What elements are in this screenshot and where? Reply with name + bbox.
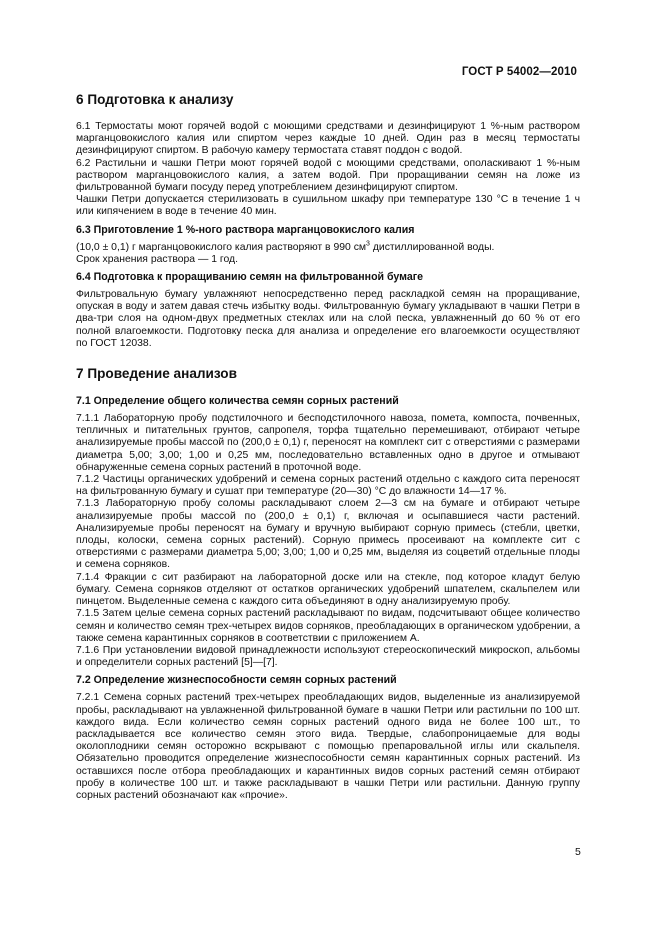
- section-7-2-heading: 7.2 Определение жизнеспособности семян сорных растений: [76, 674, 397, 687]
- paragraph-6-2-note: Чашки Петри допускается стерилизовать в сушильном шкафу при температуре 130 °С в течение 1 ч или кипячением в воде в течение 40 мин.: [76, 194, 580, 218]
- paragraph-6-4: Фильтровальную бумагу увлажняют непосредственно перед раскладкой семян на проращивание, опуская в воду и затем давая стечь избытку воды. Фильтрованную бумагу укладывают в чашки Петри в два-три слоя на одном-двух предметных стеклах или на слой песка, увлажненный до 60 % от его полной влагоемкости. Подготовку песка для анализа и определение его влагоемкости осуществляют по ГОСТ 12038.: [76, 289, 580, 349]
- paragraph-7-1-3: 7.1.3 Лабораторную пробу соломы раскладывают слоем 2—3 см на бумаге и отбирают четыре анализируемые пробы массой по (200,0 ± 0,1) г, включая и осыпавшиеся части растений. Анализируемые пробы переносят на бумагу и вручную выбирают сорную примесь (стебли, цветки, плоды, колоски, семена сорных растений). Сорную примесь просеивают на комплекте сит с отверстиями с размерами диаметра 5,00; 3,00; 1,00 и 0,25 мм, выделяя из соцветий отдельные плоды и семена сорняков.: [76, 498, 580, 571]
- paragraph-7-1-4: 7.1.4 Фракции с сит разбирают на лабораторной доске или на стекле, под которое кладут белую бумагу. Семена сорняков отделяют от остатков органических удобрений шпателем, скальпелем или пинцетом. Выделенные семена с каждого сита объединяют в одну анализируемую пробу.: [76, 571, 580, 608]
- paragraph-7-1-6: 7.1.6 При установлении видовой принадлежности используют стереоскопический микроскоп, альбомы и определители сорных растений [5]—[7].: [76, 644, 580, 669]
- paragraph-7-2-1: 7.2.1 Семена сорных растений трех-четырех преобладающих видов, выделенные из анализируемой пробы, раскладывают на увлажненной фильтрованной бумаге в чашки Петри или растильни по 100 шт. каждого вида. Если количество семян сорных растений одного вида не более 100 шт., то раскладывается все количество семян этого вида. Твердые, слабопроницаемые для воды околоплодники семян осторожно вскрывают с помощью препаровальной иглы или скальпеля. Обязательно проводится определение жизнеспособности семян карантинных сорных растений. Из оставшихся после отбора преобладающих и карантинных видов сорных растений семян отбирают пробу в количестве 100 шт. и также раскладывают в чашки Петри или растильни. Данную группу сорных растений обозначают как «прочие».: [76, 692, 580, 801]
- section-6-4-heading: 6.4 Подготовка к проращиванию семян на фильтрованной бумаге: [76, 271, 424, 284]
- paragraph-7-1-5: 7.1.5 Затем целые семена сорных растений раскладывают по видам, подсчитывают общее количество семян и количество семян трех-четырех видов сорняков, преобладающих в органическом удобрении, а также семена карантинных сорняков в соответствии с приложением А.: [76, 608, 580, 644]
- section-7-heading: 7 Проведение анализов: [76, 366, 237, 382]
- paragraph-6-3-b: Срок хранения раствора — 1 год.: [76, 253, 238, 265]
- paragraph-7-1-1: 7.1.1 Лабораторную пробу подстилочного и бесподстилочного навоза, помета, компоста, почвенных, тепличных и питательных грунтов, сапропеля, торфа тщательно перемешивают, отбирают четыре анализируемые пробы массой по (200,0 ± 0,1) г, переносят на комплект сит с отверстиями с размерами диаметра 5,00; 3,00; 1,00 и 0,25 мм, последовательно вставленных одно в другое и отмывают обнаруженные семена сорных растений в проточной воде.: [76, 413, 580, 473]
- section-6-heading: 6 Подготовка к анализу: [76, 92, 234, 107]
- standard-header: ГОСТ Р 54002—2010: [461, 66, 577, 78]
- section-6-3-heading: 6.3 Приготовление 1 %-ного раствора марганцовокислого калия: [76, 223, 415, 236]
- page-content: [76, 92, 580, 802]
- page-number: 5: [575, 846, 581, 858]
- section-7-1-heading: 7.1 Определение общего количества семян сорных растений: [76, 395, 399, 408]
- paragraph-7-1-2: 7.1.2 Частицы органических удобрений и семена сорных растений отдельно с каждого сита переносят на фильтрованную бумагу и сушат при температуре (20—30) °С до влажности 14—17 %.: [76, 474, 580, 498]
- paragraph-6-1: 6.1 Термостаты моют горячей водой с моющими средствами и дезинфицируют 1 %-ным раствором марганцовокислого калия или спиртом через каждые 10 дней. Один раз в месяц термостаты дезинфицируют спиртом. В рабочую камеру термостата ставят поддон с водой.: [76, 121, 580, 157]
- paragraph-6-3-a: (10,0 ± 0,1) г марганцовокислого калия растворяют в 990 $см^3$ дистиллированной воды.: [76, 240, 495, 253]
- paragraph-6-2: 6.2 Растильни и чашки Петри моют горячей водой с моющими средствами, ополаскивают 1 %-ным раствором марганцовокислого калия, а затем водой. При проращивании семян на ложе из фильтрованной бумаги посуду перед употреблением дезинфицируют спиртом.: [76, 157, 580, 194]
